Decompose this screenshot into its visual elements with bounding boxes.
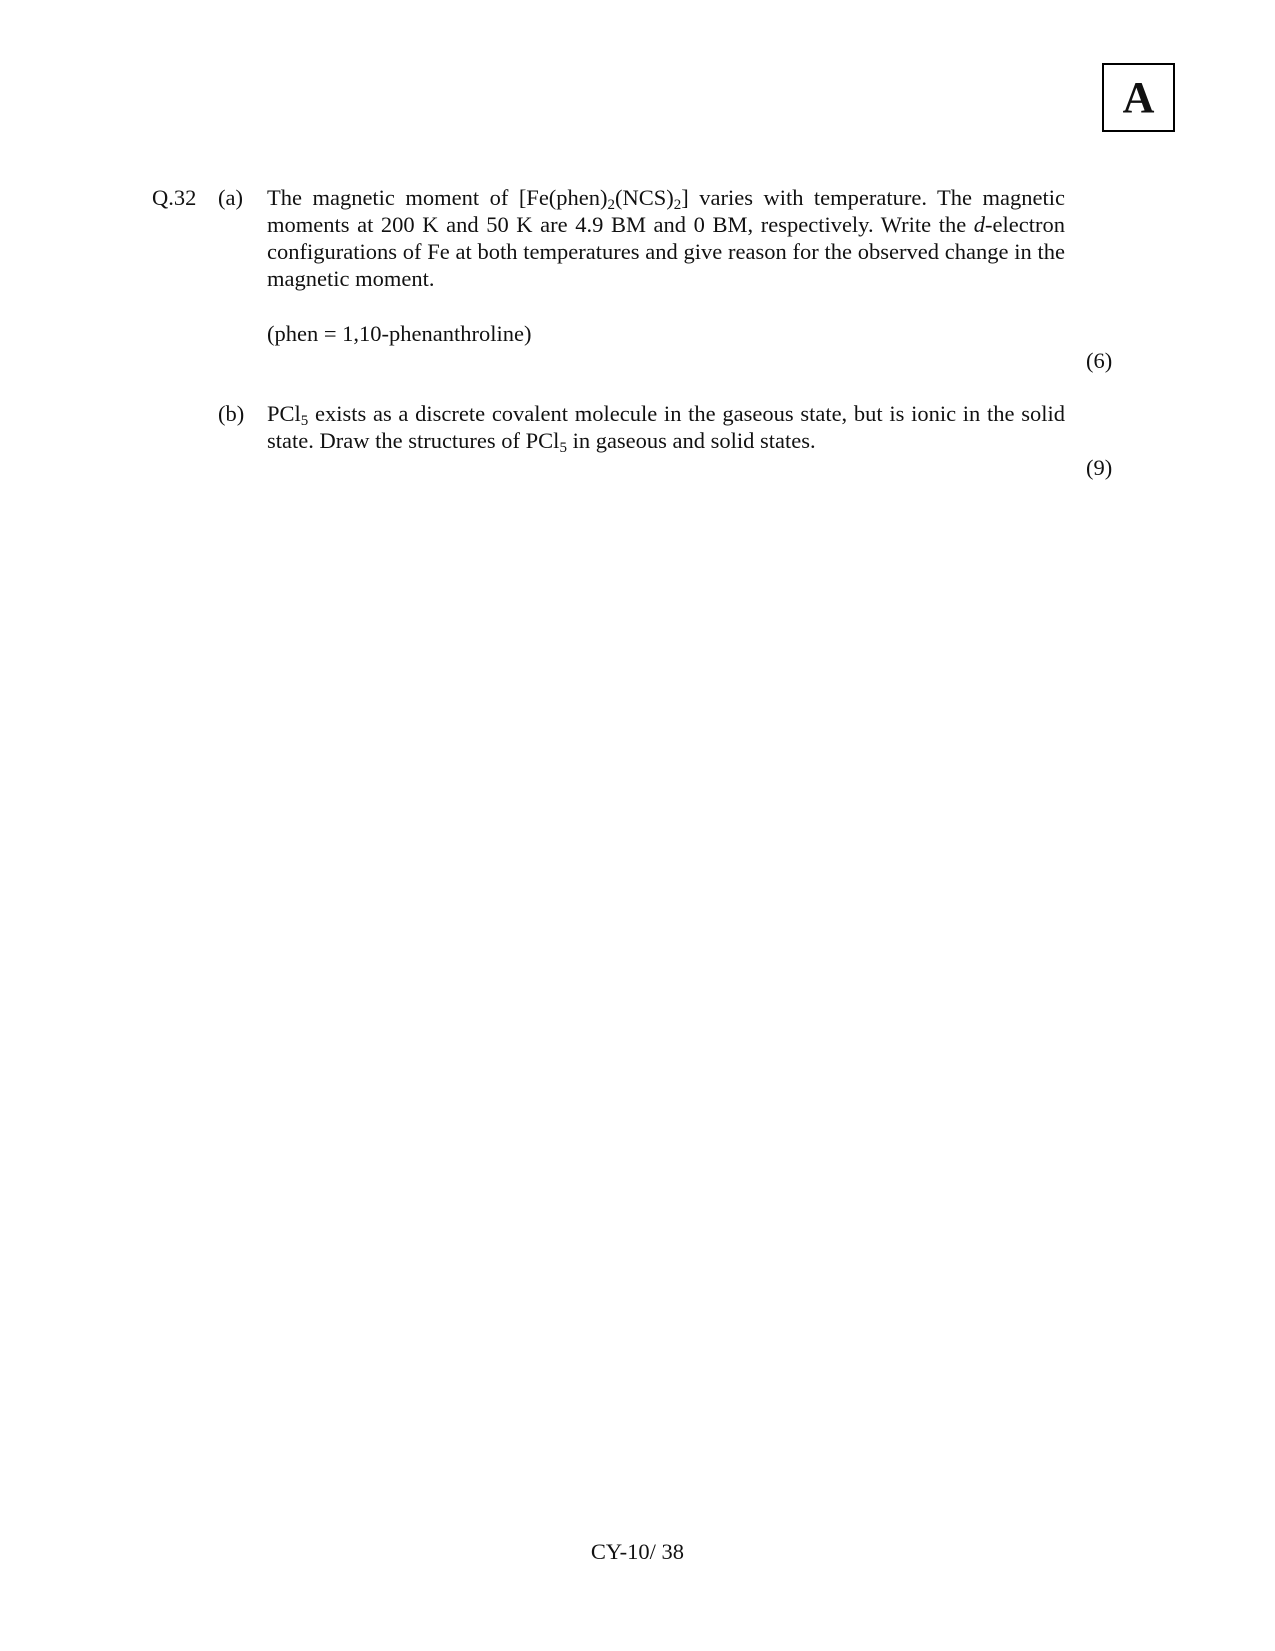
part-a-subscript-1: 2 (607, 197, 616, 213)
part-a-text-5: -electron configurations of Fe at both temperatures and give reason for the observed change in the magnetic moment. (267, 212, 1065, 291)
part-b-text-3: in gaseous and solid states. (566, 428, 816, 453)
part-b-text (267, 400, 1065, 454)
part-a-text-1: The magnetic moment of [Fe(phen) (267, 185, 608, 210)
part-a-note: (phen = 1,10-phenanthroline) (267, 321, 532, 346)
part-a-italic-d: d (973, 212, 986, 237)
page-footer: CY-10/ 38 (590, 1539, 685, 1564)
paper-code-box (1102, 63, 1175, 132)
part-a-subscript-2: 2 (673, 197, 682, 213)
question-number: Q.32 (152, 185, 197, 210)
part-a-text (267, 184, 1065, 292)
part-a-text-2: (NCS) (615, 185, 674, 210)
part-b-marks: (9) (1086, 455, 1113, 480)
part-a-label: (a) (218, 185, 243, 210)
part-b-text-1: PCl (267, 401, 301, 426)
part-b-subscript-2: 5 (559, 440, 567, 456)
part-b-text-2: exists as a discrete covalent molecule in the gaseous state, but is ionic in the solid state. Draw the structures of PCl (267, 401, 1065, 453)
part-a-marks: (6) (1086, 348, 1113, 373)
paper-code-letter: A (1122, 72, 1155, 122)
part-b-label: (b) (218, 401, 245, 426)
part-b-subscript-1: 5 (300, 413, 309, 429)
part-a-text-3: ] varies with temperature. The magnetic moments at 200 K and 50 K are 4.9 BM and 0 BM, respectively. Write the (267, 185, 1065, 237)
